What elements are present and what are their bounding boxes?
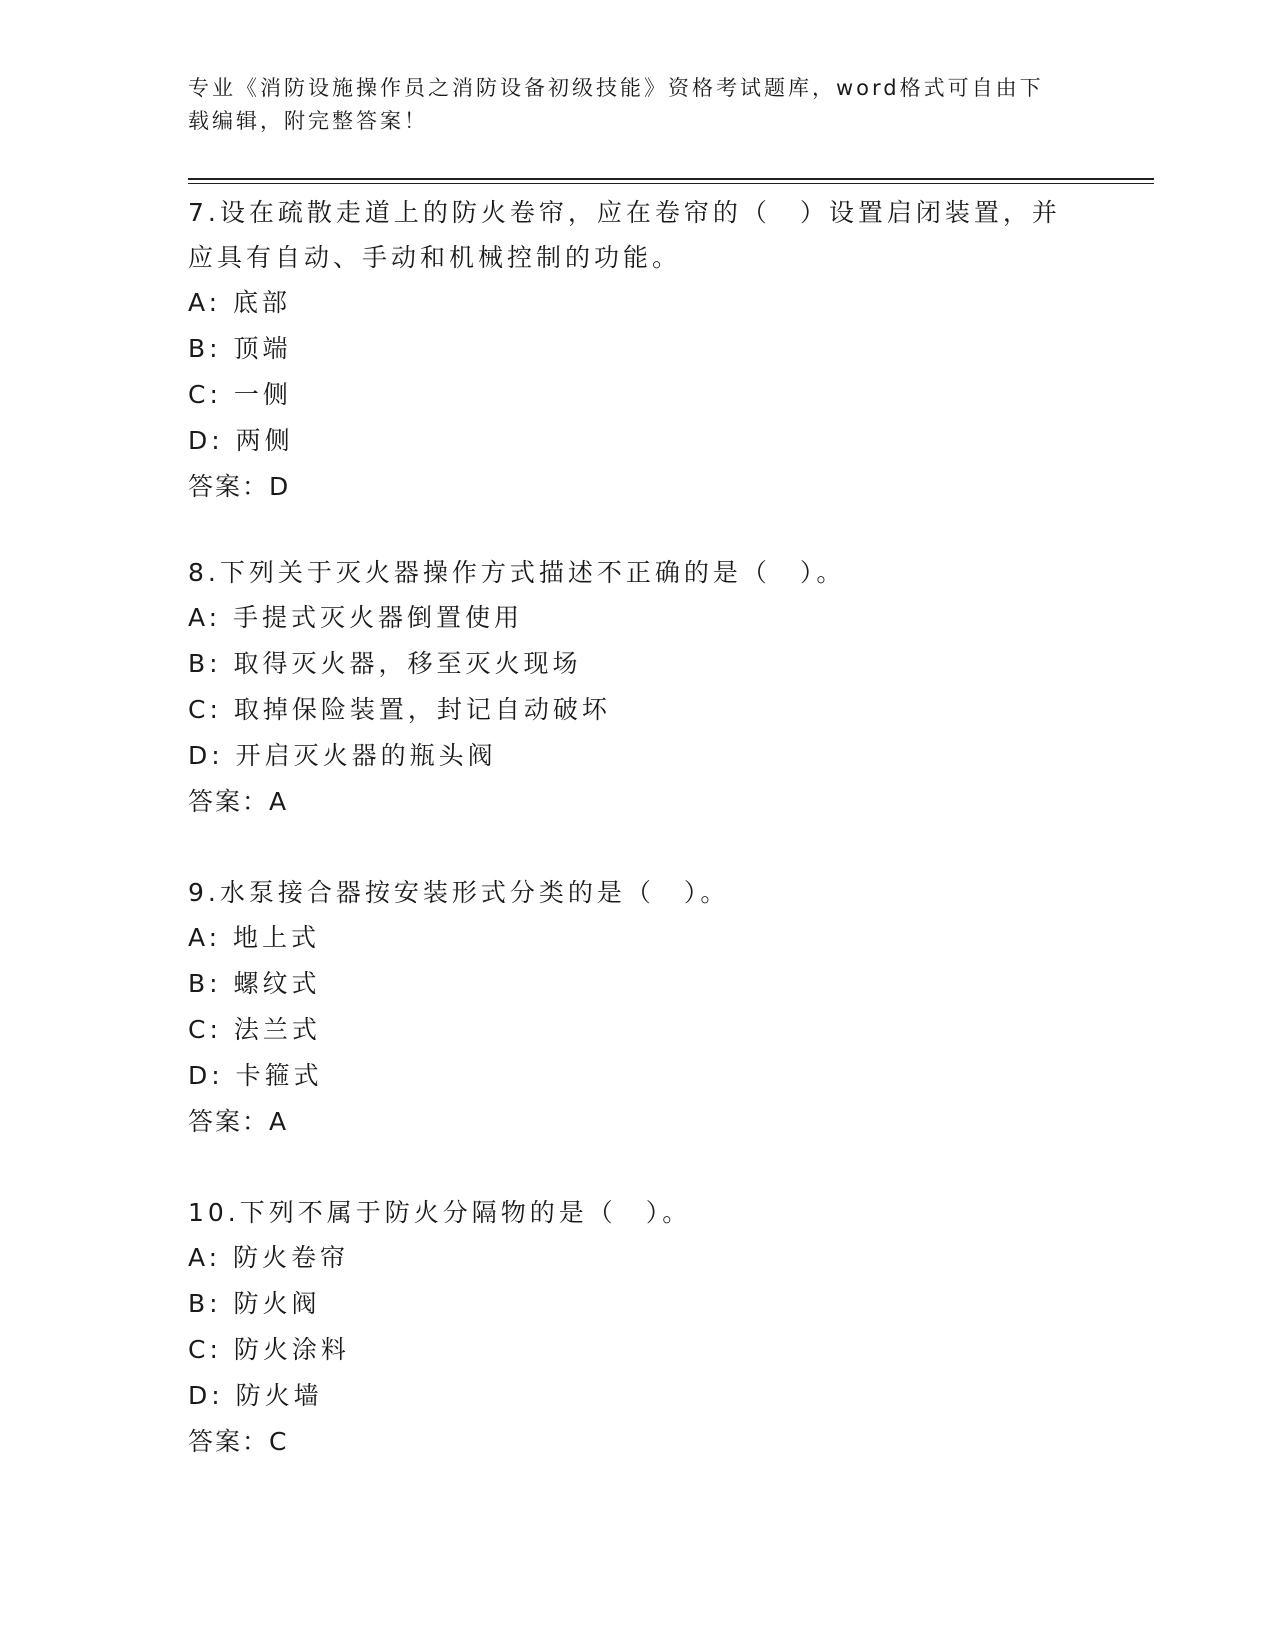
option-b: B: 取得灭火器，移至灭火现场 — [188, 649, 582, 678]
option-c: C: 一侧 — [188, 380, 292, 409]
option-d: D: 防火墙 — [188, 1381, 323, 1410]
option-c: C: 防火涂料 — [188, 1335, 350, 1364]
question-stem: 8.下列关于灭火器操作方式描述不正确的是（ ）。 — [188, 558, 846, 587]
option-a: A: 地上式 — [188, 923, 321, 952]
answer: 答案：A — [188, 1107, 289, 1136]
option-d: D: 卡箍式 — [188, 1061, 323, 1090]
option-a: A: 防火卷帘 — [188, 1243, 350, 1272]
question-10 — [188, 1190, 691, 1465]
header-line-1: 专业《消防设施操作员之消防设备初级技能》资格考试题库，word格式可自由下 — [188, 76, 1044, 100]
header-line-2: 载编辑，附完整答案！ — [188, 109, 428, 133]
answer: 答案：C — [188, 1427, 289, 1456]
header-divider — [188, 178, 1154, 184]
option-a: A: 手提式灭火器倒置使用 — [188, 603, 524, 632]
option-b: B: 防火阀 — [188, 1289, 321, 1318]
option-b: B: 螺纹式 — [188, 969, 321, 998]
option-d: D: 两侧 — [188, 426, 294, 455]
answer: 答案：A — [188, 787, 289, 816]
question-stem-continued: 应具有自动、手动和机械控制的功能。 — [188, 243, 682, 272]
question-stem: 9.水泵接合器按安装形式分类的是（ ）。 — [188, 878, 730, 907]
option-c: C: 法兰式 — [188, 1015, 321, 1044]
question-7 — [188, 190, 1061, 510]
answer: 答案：D — [188, 472, 291, 501]
option-d: D: 开启灭火器的瓶头阀 — [188, 741, 497, 770]
question-stem: 7.设在疏散走道上的防火卷帘，应在卷帘的（ ）设置启闭装置，并 — [188, 198, 1061, 227]
option-b: B: 顶端 — [188, 334, 292, 363]
question-stem: 10.下列不属于防火分隔物的是（ ）。 — [188, 1198, 692, 1227]
option-c: C: 取掉保险装置，封记自动破坏 — [188, 695, 611, 724]
question-9 — [188, 870, 729, 1145]
option-a: A: 底部 — [188, 288, 292, 317]
document-header — [188, 72, 1068, 138]
question-8 — [188, 550, 845, 825]
